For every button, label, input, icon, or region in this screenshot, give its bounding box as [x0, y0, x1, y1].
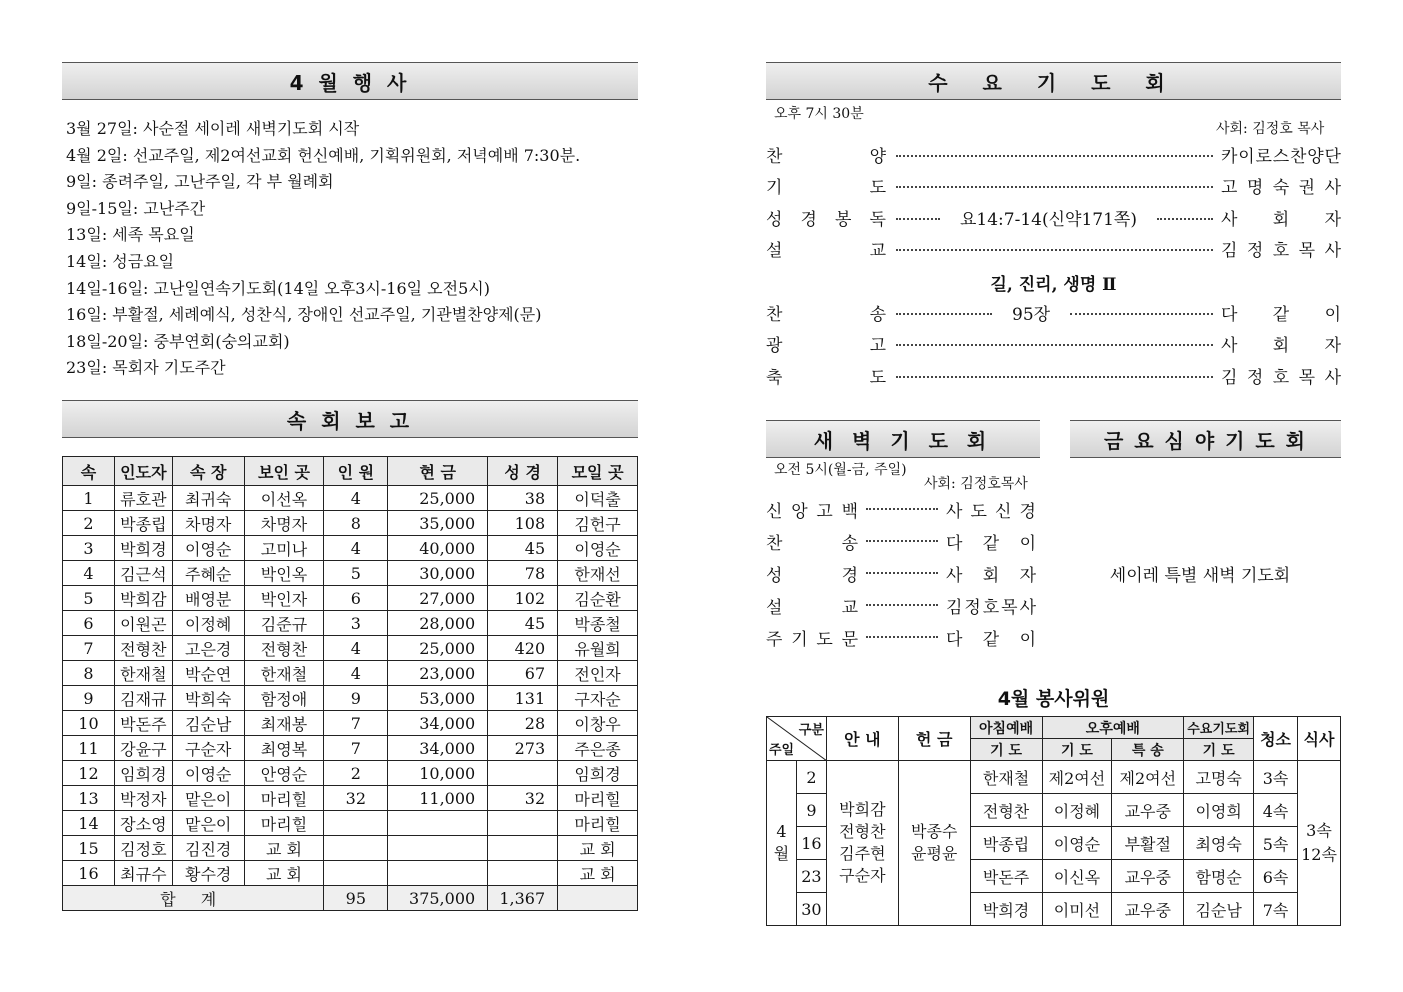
- sokhoe-table: [62, 456, 638, 911]
- sokjang: 맡은이: [172, 811, 244, 836]
- event-item: 13일: 세족 목요일: [66, 225, 195, 245]
- next-place: 교 회: [558, 836, 638, 861]
- order-label: 찬 양: [766, 146, 886, 167]
- leader-dots: [866, 572, 938, 574]
- next-place: 마리힐: [558, 811, 638, 836]
- morning-prayer: 박희경: [970, 893, 1042, 926]
- sokjang: 박희숙: [172, 686, 244, 711]
- leader-dots: [896, 186, 1213, 188]
- people: 4: [324, 636, 388, 661]
- place-met: 고미나: [244, 536, 324, 561]
- order-detail: 95장: [1012, 304, 1051, 325]
- event-item: 4월 2일: 선교주일, 제2여선교회 헌신예배, 기획위원회, 저녁예배 7:30분.: [66, 145, 581, 165]
- sok-number: 15: [63, 836, 115, 861]
- next-place: 교 회: [558, 861, 638, 886]
- dawn-order-row: [766, 527, 1042, 555]
- sokjang: 이영순: [172, 536, 244, 561]
- order-label: 광 고: [766, 335, 886, 356]
- leader: 박희경: [114, 536, 172, 561]
- next-place: 마리힐: [558, 786, 638, 811]
- offering: [388, 811, 488, 836]
- order-person: 사 도 신 경: [946, 501, 1036, 522]
- leader: 전형찬: [114, 636, 172, 661]
- afternoon-special: 교우중: [1112, 860, 1184, 893]
- place-met: 차명자: [244, 511, 324, 536]
- place-met: 마리힐: [244, 811, 324, 836]
- leader: 김근석: [114, 561, 172, 586]
- leader-dots: [896, 344, 1213, 346]
- bible: [488, 761, 558, 786]
- volunteers-table: [766, 716, 1341, 926]
- afternoon-prayer: 이정혜: [1042, 794, 1112, 827]
- volunteers-title: 4월 봉사위원: [997, 688, 1110, 710]
- next-place: 김순환: [558, 586, 638, 611]
- sok-number: 10: [63, 711, 115, 736]
- offering: 34,000: [388, 736, 488, 761]
- order-detail: 요14:7-14(신약171쪽): [960, 209, 1137, 230]
- wednesday-prayer: 함명순: [1184, 860, 1254, 893]
- event-item: 9일-15일: 고난주간: [66, 198, 206, 218]
- day-cell: 2: [796, 761, 826, 794]
- place-met: 함정애: [244, 686, 324, 711]
- leader: 박돈주: [114, 711, 172, 736]
- sok-number: 5: [63, 586, 115, 611]
- bible: [488, 811, 558, 836]
- friday-header: [1070, 420, 1341, 458]
- table-row: [63, 686, 638, 711]
- morning-prayer: 박돈주: [970, 860, 1042, 893]
- order-person: 다 같 이: [1221, 304, 1341, 325]
- place-met: 최재봉: [244, 711, 324, 736]
- order-person: 김 정 호 목 사: [1221, 367, 1341, 388]
- place-met: 교 회: [244, 836, 324, 861]
- leader: 최규수: [114, 861, 172, 886]
- afternoon-special: 교우중: [1112, 794, 1184, 827]
- col-offering: 현 금: [388, 457, 488, 486]
- order-person: 고 명 숙 권 사: [1221, 177, 1341, 198]
- table-row: [63, 586, 638, 611]
- order-person: 다 같 이: [946, 533, 1036, 554]
- dawn-order-row: [766, 623, 1042, 651]
- leader: 임희경: [114, 761, 172, 786]
- sokjang: 주혜순: [172, 561, 244, 586]
- col-sok: 속: [63, 457, 115, 486]
- table-row: [63, 711, 638, 736]
- sokjang: 김진경: [172, 836, 244, 861]
- cleaning: 7속: [1254, 893, 1298, 926]
- dawn-order-row: [766, 591, 1042, 619]
- bible: 108: [488, 511, 558, 536]
- leader-dots: [896, 313, 992, 315]
- wednesday-prayer: 이영희: [1184, 794, 1254, 827]
- offering: 34,000: [388, 711, 488, 736]
- total-people: 95: [324, 886, 388, 911]
- day-cell: 16: [796, 827, 826, 860]
- offering: 30,000: [388, 561, 488, 586]
- place-met: 김준규: [244, 611, 324, 636]
- morning-prayer: 전형찬: [970, 794, 1042, 827]
- afternoon-special: 제2여선: [1112, 761, 1184, 794]
- place-met: 이선옥: [244, 486, 324, 511]
- sokjang: 최귀숙: [172, 486, 244, 511]
- sok-number: 2: [63, 511, 115, 536]
- offering: 11,000: [388, 786, 488, 811]
- bible: 32: [488, 786, 558, 811]
- sok-number: 4: [63, 561, 115, 586]
- sub-aft-special: 특 송: [1112, 739, 1184, 761]
- sokhoe-header-row: [63, 457, 638, 486]
- bible: [488, 861, 558, 886]
- order-label: 찬 송: [766, 533, 858, 554]
- friday-title: 금 요 심 야 기 도 회: [1103, 428, 1308, 453]
- offering: 10,000: [388, 761, 488, 786]
- sok-number: 9: [63, 686, 115, 711]
- wednesday-host: 사회: 김정호 목사: [1216, 121, 1325, 137]
- next-place: 임희경: [558, 761, 638, 786]
- order-label: 기 도: [766, 177, 886, 198]
- order-person: 김 정 호 목 사: [946, 597, 1036, 618]
- leader: 장소영: [114, 811, 172, 836]
- offering: 28,000: [388, 611, 488, 636]
- afternoon-prayer: 이영순: [1042, 827, 1112, 860]
- wednesday-prayer: 김순남: [1184, 893, 1254, 926]
- people: 7: [324, 711, 388, 736]
- offering: [388, 861, 488, 886]
- bible: 28: [488, 711, 558, 736]
- dawn-time: 오전 5시(월-금, 주일): [774, 462, 907, 478]
- sokjang: 황수경: [172, 861, 244, 886]
- order-person: 카 이 로 스 찬 양 단: [1221, 146, 1341, 167]
- table-row: [63, 761, 638, 786]
- dawn-header: [766, 420, 1040, 458]
- h-clean: 청소: [1254, 717, 1298, 761]
- leader-dots: [896, 376, 1213, 378]
- total-empty: [558, 886, 638, 911]
- wednesday-order-row: [766, 361, 1341, 389]
- wednesday-order-row: [766, 171, 1341, 199]
- day-cell: 9: [796, 794, 826, 827]
- month-cell: 4 월: [767, 761, 797, 926]
- day-cell: 30: [796, 893, 826, 926]
- offering: 27,000: [388, 586, 488, 611]
- wednesday-header: [766, 62, 1341, 100]
- bible: 45: [488, 611, 558, 636]
- dawn-title: 새 벽 기 도 회: [813, 428, 993, 453]
- table-row: [63, 736, 638, 761]
- sub-wed-prayer: 기 도: [1184, 739, 1254, 761]
- friday-note: 세이레 특별 새벽 기도회: [1109, 566, 1291, 586]
- events-title: 4 월 행 사: [289, 70, 411, 95]
- offering: 23,000: [388, 661, 488, 686]
- bible: 131: [488, 686, 558, 711]
- afternoon-prayer: 제2여선: [1042, 761, 1112, 794]
- col-sokjang: 속 장: [172, 457, 244, 486]
- sermon-title: 길, 진리, 생명 Ⅱ: [990, 275, 1117, 295]
- order-label: 주 기 도 문: [766, 629, 858, 650]
- people: 32: [324, 786, 388, 811]
- next-place: 유월희: [558, 636, 638, 661]
- sok-number: 3: [63, 536, 115, 561]
- leader-dots: [896, 249, 1213, 251]
- dawn-order-row: [766, 559, 1042, 587]
- table-row: [63, 786, 638, 811]
- h-guide: 안 내: [826, 717, 898, 761]
- leader-dots: [1070, 313, 1213, 315]
- leader-dots: [896, 155, 1213, 157]
- leader: 박정자: [114, 786, 172, 811]
- wednesday-title: 수 요 기 도 회: [928, 70, 1179, 95]
- bible: [488, 836, 558, 861]
- sok-number: 11: [63, 736, 115, 761]
- people: 3: [324, 611, 388, 636]
- next-place: 김헌구: [558, 511, 638, 536]
- cleaning: 3속: [1254, 761, 1298, 794]
- dawn-order-row: [766, 495, 1042, 523]
- sokhoe-header: [62, 400, 638, 438]
- offering: 53,000: [388, 686, 488, 711]
- total-offering: 375,000: [388, 886, 488, 911]
- leader: 한재철: [114, 661, 172, 686]
- afternoon-prayer: 이신옥: [1042, 860, 1112, 893]
- col-leader: 인도자: [114, 457, 172, 486]
- wednesday-order-row: [766, 329, 1341, 357]
- sokjang: 박순연: [172, 661, 244, 686]
- people: 6: [324, 586, 388, 611]
- sokjang: 구순자: [172, 736, 244, 761]
- bible: 102: [488, 586, 558, 611]
- table-row: [63, 661, 638, 686]
- table-row: [63, 511, 638, 536]
- leader: 박종립: [114, 511, 172, 536]
- table-row: [63, 861, 638, 886]
- guide-cell: 박희감 전형찬 김주현 구순자: [826, 761, 898, 926]
- leader-dots: [866, 508, 938, 510]
- col-bible: 성 경: [488, 457, 558, 486]
- sok-number: 12: [63, 761, 115, 786]
- leader-dots: [866, 604, 938, 606]
- sokjang: 맡은이: [172, 786, 244, 811]
- sokjang: 차명자: [172, 511, 244, 536]
- h-afternoon: 오후예배: [1042, 717, 1184, 739]
- corner-top-label: 구분: [798, 723, 824, 738]
- people: 9: [324, 686, 388, 711]
- total-label: 합 계: [63, 886, 324, 911]
- leader-dots: [866, 636, 938, 638]
- event-item: 9일: 종려주일, 고난주일, 각 부 월례회: [66, 172, 334, 192]
- wednesday-time: 오후 7시 30분: [774, 106, 864, 122]
- people: 4: [324, 536, 388, 561]
- leader: 강윤구: [114, 736, 172, 761]
- order-person: 김 정 호 목 사: [1221, 240, 1341, 261]
- sok-number: 13: [63, 786, 115, 811]
- next-place: 이창우: [558, 711, 638, 736]
- table-row: [63, 636, 638, 661]
- sub-aft-prayer: 기 도: [1042, 739, 1112, 761]
- order-person: 사 회 자: [946, 565, 1036, 586]
- bible: 420: [488, 636, 558, 661]
- next-place: 주은종: [558, 736, 638, 761]
- sokjang: 이영순: [172, 761, 244, 786]
- offering: 25,000: [388, 486, 488, 511]
- place-met: 안영순: [244, 761, 324, 786]
- cleaning: 4속: [1254, 794, 1298, 827]
- sokjang: 배영분: [172, 586, 244, 611]
- sok-number: 14: [63, 811, 115, 836]
- leader: 이원곤: [114, 611, 172, 636]
- sokhoe-title: 속 회 보 고: [286, 408, 414, 433]
- afternoon-special: 부활절: [1112, 827, 1184, 860]
- day-cell: 23: [796, 860, 826, 893]
- morning-prayer: 한재철: [970, 761, 1042, 794]
- sokhoe-total-row: [63, 886, 638, 911]
- event-item: 23일: 목회자 기도주간: [66, 358, 226, 378]
- next-place: 전인자: [558, 661, 638, 686]
- bible: 45: [488, 536, 558, 561]
- people: 7: [324, 736, 388, 761]
- bible: 273: [488, 736, 558, 761]
- table-row: [767, 761, 1341, 794]
- wednesday-order-row: [766, 298, 1341, 326]
- place-met: 마리힐: [244, 786, 324, 811]
- wednesday-order-row: [766, 140, 1341, 168]
- people: [324, 836, 388, 861]
- event-item: 18일-20일: 중부연회(숭의교회): [66, 331, 290, 351]
- offering: 25,000: [388, 636, 488, 661]
- order-person: 사 회 자: [1221, 335, 1341, 356]
- wednesday-prayer: 최영숙: [1184, 827, 1254, 860]
- people: [324, 811, 388, 836]
- corner-cell: [767, 717, 827, 761]
- cleaning: 6속: [1254, 860, 1298, 893]
- h-offering: 헌 금: [898, 717, 970, 761]
- table-row: [63, 561, 638, 586]
- table-row: [63, 486, 638, 511]
- h-morning: 아침예배: [970, 717, 1042, 739]
- leader-dots: [896, 218, 940, 220]
- leader: 박희감: [114, 586, 172, 611]
- place-met: 전형찬: [244, 636, 324, 661]
- offering: 40,000: [388, 536, 488, 561]
- order-label: 설 교: [766, 240, 886, 261]
- order-label: 설 교: [766, 597, 858, 618]
- wednesday-prayer: 고명숙: [1184, 761, 1254, 794]
- order-label: 축 도: [766, 367, 886, 388]
- col-place-met: 보인 곳: [244, 457, 324, 486]
- event-item: 14일-16일: 고난일연속기도회(14일 오후3시-16일 오전5시): [66, 278, 490, 298]
- place-met: 최영복: [244, 736, 324, 761]
- table-row: [63, 811, 638, 836]
- offering: [388, 836, 488, 861]
- bible: 78: [488, 561, 558, 586]
- leader-dots: [866, 540, 938, 542]
- order-label: 성 경: [766, 565, 858, 586]
- events-header: [62, 62, 638, 100]
- sok-number: 8: [63, 661, 115, 686]
- bible: 38: [488, 486, 558, 511]
- place-met: 교 회: [244, 861, 324, 886]
- people: 2: [324, 761, 388, 786]
- next-place: 박종철: [558, 611, 638, 636]
- h-wed: 수요기도회: [1184, 717, 1254, 739]
- place-met: 박인옥: [244, 561, 324, 586]
- event-item: 3월 27일: 사순절 세이레 새벽기도회 시작: [66, 119, 360, 138]
- morning-prayer: 박종립: [970, 827, 1042, 860]
- offering: 35,000: [388, 511, 488, 536]
- dawn-host: 사회: 김정호목사: [924, 476, 1028, 492]
- wednesday-order-row: [766, 203, 1341, 231]
- next-place: 구자순: [558, 686, 638, 711]
- order-person: 다 같 이: [946, 629, 1036, 650]
- leader: 류호관: [114, 486, 172, 511]
- order-label: 신 앙 고 백: [766, 501, 858, 522]
- sok-number: 6: [63, 611, 115, 636]
- wednesday-order-row: [766, 234, 1341, 262]
- cleaning: 5속: [1254, 827, 1298, 860]
- order-label: 찬 송: [766, 304, 886, 325]
- table-row: [63, 836, 638, 861]
- event-item: 14일: 성금요일: [66, 252, 175, 271]
- people: 4: [324, 661, 388, 686]
- people: 8: [324, 511, 388, 536]
- sub-morning-prayer: 기 도: [970, 739, 1042, 761]
- total-bible: 1,367: [488, 886, 558, 911]
- col-next-place: 모일 곳: [558, 457, 638, 486]
- sokjang: 김순남: [172, 711, 244, 736]
- corner-bottom-label: 주일: [769, 743, 795, 758]
- table-row: [63, 611, 638, 636]
- next-place: 이덕출: [558, 486, 638, 511]
- sok-number: 7: [63, 636, 115, 661]
- place-met: 한재철: [244, 661, 324, 686]
- people: 5: [324, 561, 388, 586]
- next-place: 한재선: [558, 561, 638, 586]
- leader: 김재규: [114, 686, 172, 711]
- sokjang: 이정혜: [172, 611, 244, 636]
- table-row: [63, 536, 638, 561]
- meal-cell: 3속 12속: [1298, 761, 1341, 926]
- leader-dots: [1157, 218, 1213, 220]
- bible: 67: [488, 661, 558, 686]
- people: 4: [324, 486, 388, 511]
- sokjang: 고은경: [172, 636, 244, 661]
- offering-cell: 박종수 윤평윤: [898, 761, 970, 926]
- afternoon-special: 교우중: [1112, 893, 1184, 926]
- order-person: 사 회 자: [1221, 209, 1341, 230]
- leader: 김정호: [114, 836, 172, 861]
- sok-number: 1: [63, 486, 115, 511]
- event-item: 16일: 부활절, 세례예식, 성찬식, 장애인 선교주일, 기관별찬양제(문): [66, 305, 542, 325]
- order-label: 성 경 봉 독: [766, 209, 886, 230]
- people: [324, 861, 388, 886]
- place-met: 박인자: [244, 586, 324, 611]
- afternoon-prayer: 이미선: [1042, 893, 1112, 926]
- next-place: 이영순: [558, 536, 638, 561]
- h-meal: 식사: [1298, 717, 1341, 761]
- col-people: 인 원: [324, 457, 388, 486]
- sok-number: 16: [63, 861, 115, 886]
